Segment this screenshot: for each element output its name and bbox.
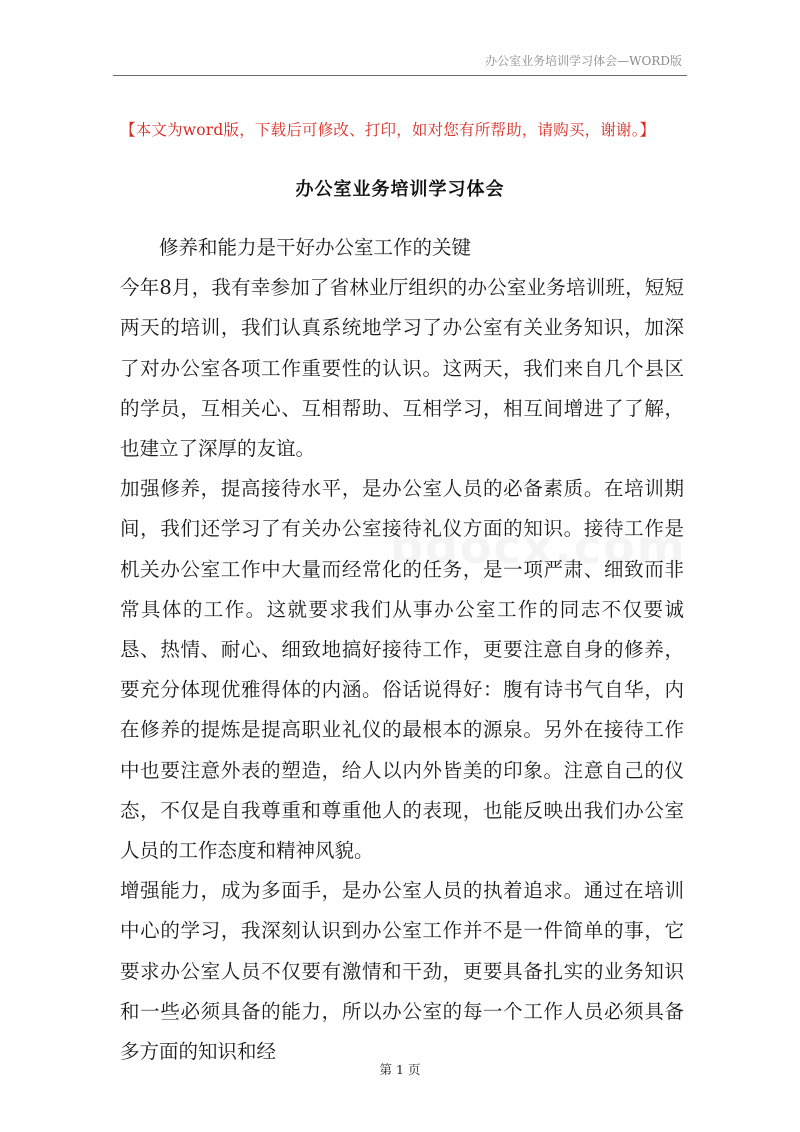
running-header: 办公室业务培训学习体会—WORD版 <box>485 54 682 68</box>
paragraph-3: 增强能力，成为多面手，是办公室人员的执着追求。通过在培训中心的学习，我深刻认识到办公室工作并不是一件简单的事，它要求办公室人员不仅要有激情和干劲，更要具备扎实的业务知识和一些必须具备的能力，所以办公室的每一个工作人员必须具备多方面的知识和经 <box>120 879 684 1064</box>
header-divider <box>113 75 687 76</box>
notice-banner: 【本文为word版，下载后可修改、打印，如对您有所帮助，请购买，谢谢。】 <box>120 121 656 139</box>
paragraph-2: 加强修养，提高接待水平，是办公室人员的必备素质。在培训期间，我们还学习了有关办公室接待礼仪方面的知识。接待工作是机关办公室工作中大量而经常化的任务，是一项严肃、细致而非常具体的工作。这就要求我们从事办公室工作的同志不仅要诚恳、热情、耐心、细致地搞好接待工作，更要注意自身的修养，要充分体现优雅得体的内涵。俗话说得好：腹有诗书气自华，内在修养的提炼是提高职业礼仪的最根本的源泉。另外在接待工作中也要注意外表的塑造，给人以内外皆美的印象。注意自己的仪态，不仅是自我尊重和尊重他人的表现，也能反映出我们办公室人员的工作态度和精神风貌。 <box>120 477 684 863</box>
page-title: 办公室业务培训学习体会 <box>295 179 505 200</box>
page-number: 第 1 页 <box>379 1062 421 1077</box>
subheading: 修养和能力是干好办公室工作的关键 <box>159 236 472 259</box>
paragraph-1: 今年8月，我有幸参加了省林业厅组织的办公室业务培训班，短短两天的培训，我们认真系统地学习了办公室有关业务知识，加深了对办公室各项工作重要性的认识。这两天，我们来自几个县区的学员，互相关心、互相帮助、互相学习，相互间增进了了解，也建立了深厚的友谊。 <box>120 276 684 461</box>
document-body <box>120 228 684 1072</box>
